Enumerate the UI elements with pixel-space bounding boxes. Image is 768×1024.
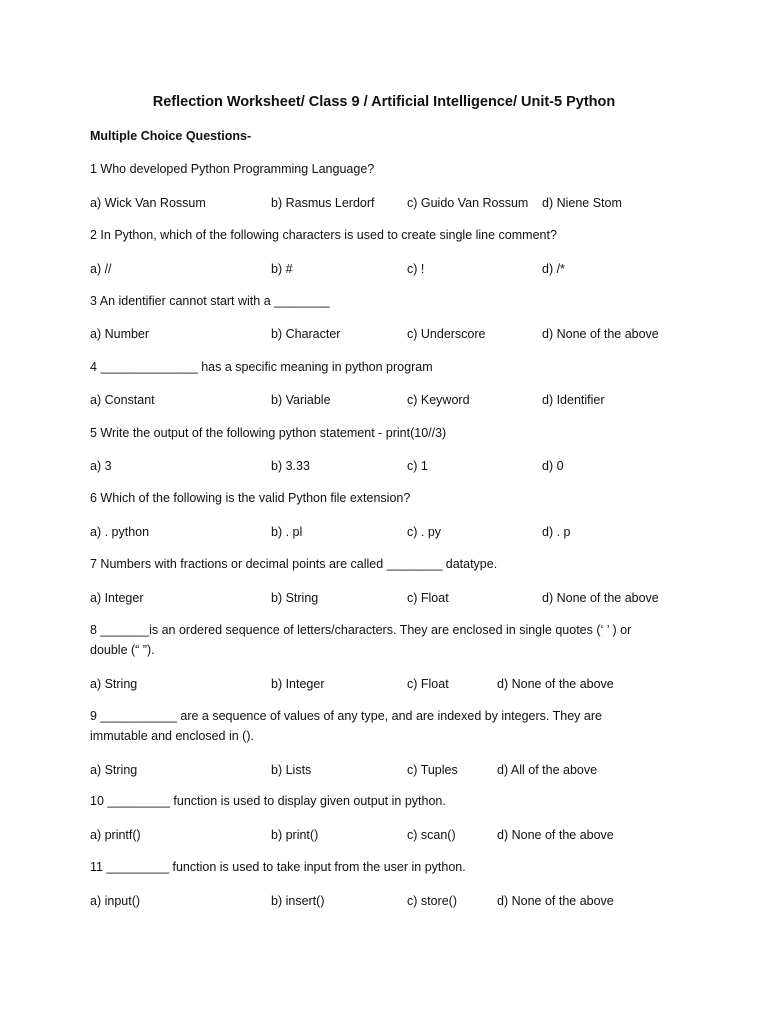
q1-option-b: b) Rasmus Lerdorf bbox=[271, 196, 375, 210]
q5-option-b: b) 3.33 bbox=[271, 459, 310, 473]
q11-option-d: d) None of the above bbox=[497, 894, 614, 908]
q3-option-a: a) Number bbox=[90, 327, 150, 341]
q8-option-d: d) None of the above bbox=[497, 677, 614, 691]
question-2: 2 In Python, which of the following characters is used to create single line comment? bbox=[90, 228, 557, 242]
q10-option-d: d) None of the above bbox=[497, 828, 614, 842]
question-4: 4 ______________ has a specific meaning in python program bbox=[90, 360, 433, 374]
q5-option-a: a) 3 bbox=[90, 459, 112, 473]
q8-option-b: b) Integer bbox=[271, 677, 325, 691]
q1-option-a: a) Wick Van Rossum bbox=[90, 196, 206, 210]
question-11: 11 _________ function is used to take input from the user in python. bbox=[90, 860, 466, 874]
question-3: 3 An identifier cannot start with a ________ bbox=[90, 294, 330, 308]
worksheet-title: Reflection Worksheet/ Class 9 / Artificial Intelligence/ Unit-5 Python bbox=[152, 94, 616, 110]
q2-option-c: c) ! bbox=[407, 262, 425, 276]
q1-option-d: d) Niene Stom bbox=[542, 196, 622, 210]
q11-option-c: c) store() bbox=[407, 894, 457, 908]
q8-option-a: a) String bbox=[90, 677, 138, 691]
q6-option-d: d) . p bbox=[542, 525, 571, 539]
question-7: 7 Numbers with fractions or decimal points are called ________ datatype. bbox=[90, 557, 498, 571]
q2-option-b: b) # bbox=[271, 262, 293, 276]
q9-option-c: c) Tuples bbox=[407, 763, 458, 777]
q3-option-b: b) Character bbox=[271, 327, 341, 341]
q5-option-d: d) 0 bbox=[542, 459, 564, 473]
question-10: 10 _________ function is used to display given output in python. bbox=[90, 794, 446, 808]
q9-option-b: b) Lists bbox=[271, 763, 312, 777]
q4-option-d: d) Identifier bbox=[542, 393, 605, 407]
question-9: 9 ___________ are a sequence of values of any type, and are indexed by integers. They are immutable and enclosed in (). bbox=[90, 709, 602, 743]
q11-option-a: a) input() bbox=[90, 894, 141, 908]
q6-option-a: a) . python bbox=[90, 525, 150, 539]
q10-option-b: b) print() bbox=[271, 828, 319, 842]
q3-option-d: d) None of the above bbox=[542, 327, 659, 341]
q1-option-c: c) Guido Van Rossum bbox=[407, 196, 529, 210]
question-5: 5 Write the output of the following python statement - print(10//3) bbox=[90, 426, 447, 440]
q3-option-c: c) Underscore bbox=[407, 327, 486, 341]
q7-option-a: a) Integer bbox=[90, 591, 144, 605]
section-heading: Multiple Choice Questions- bbox=[90, 129, 252, 143]
q7-option-d: d) None of the above bbox=[542, 591, 659, 605]
q10-option-c: c) scan() bbox=[407, 828, 456, 842]
q4-option-a: a) Constant bbox=[90, 393, 155, 407]
q5-option-c: c) 1 bbox=[407, 459, 428, 473]
q4-option-b: b) Variable bbox=[271, 393, 331, 407]
q10-option-a: a) printf() bbox=[90, 828, 141, 842]
q7-option-c: c) Float bbox=[407, 591, 449, 605]
q6-option-b: b) . pl bbox=[271, 525, 303, 539]
q9-option-a: a) String bbox=[90, 763, 138, 777]
q6-option-c: c) . py bbox=[407, 525, 442, 539]
q9-option-d: d) All of the above bbox=[497, 763, 598, 777]
q2-option-a: a) // bbox=[90, 262, 112, 276]
q2-option-d: d) /* bbox=[542, 262, 565, 276]
question-6: 6 Which of the following is the valid Python file extension? bbox=[90, 491, 411, 505]
question-8: 8 _______is an ordered sequence of letters/characters. They are enclosed in single quotes (‘ ’ ) or double (“ ”). bbox=[90, 623, 632, 657]
question-1: 1 Who developed Python Programming Language? bbox=[90, 162, 375, 176]
q11-option-b: b) insert() bbox=[271, 894, 325, 908]
q7-option-b: b) String bbox=[271, 591, 319, 605]
q4-option-c: c) Keyword bbox=[407, 393, 470, 407]
q8-option-c: c) Float bbox=[407, 677, 449, 691]
